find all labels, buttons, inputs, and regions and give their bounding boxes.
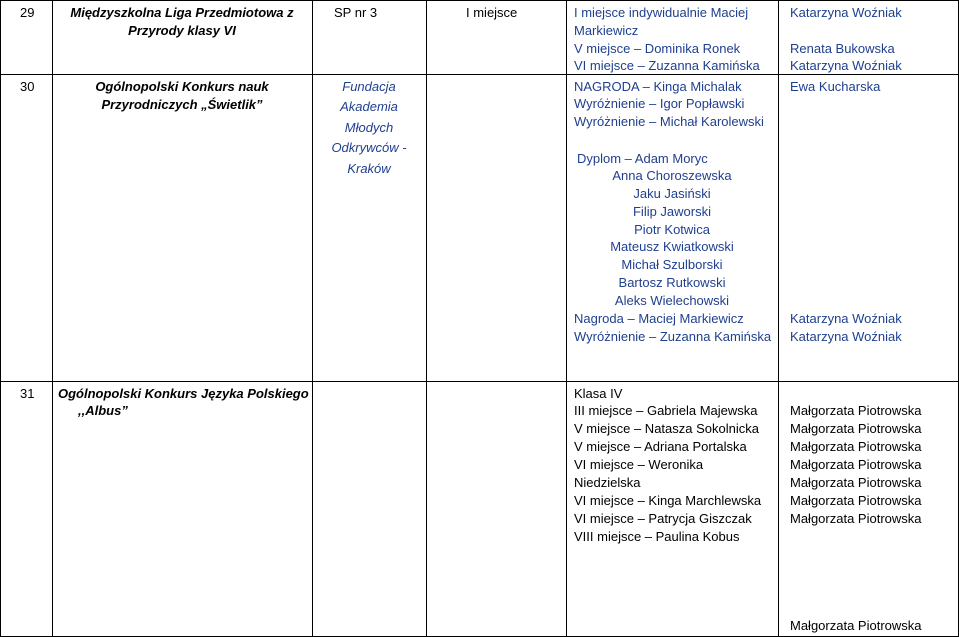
winner: Mateusz Kwiatkowski [610,239,734,254]
teacher: Małgorzata Piotrowska [790,493,922,508]
teacher: Katarzyna Woźniak [790,329,902,344]
competition-name: Ogólnopolski Konkurs nauk [95,79,269,94]
competition-name: Międzyszkolna Liga Przedmiotowa z [70,5,294,20]
competition-name: Ogólnopolski Konkurs Języka Polskiego [58,386,309,401]
grid-line [0,0,1,637]
winner: Klasa IV [574,386,623,401]
winner: Filip Jaworski [632,204,711,219]
grid-line [566,0,567,637]
grid-line [778,0,779,637]
winner: I miejsce indywidualnie Maciej [574,5,749,20]
winner: V miejsce – Adriana Portalska [574,439,747,454]
competition-name: ,,Albus” [78,403,128,418]
competition-name: Przyrodniczych „Świetlik” [101,97,263,112]
winner: Anna Choroszewska [612,168,732,183]
teacher: Małgorzata Piotrowska [790,511,922,526]
row-number: 30 [20,79,35,94]
teacher: Małgorzata Piotrowska [790,475,922,490]
winner: NAGRODA – Kinga Michalak [574,79,742,94]
teacher: Renata Bukowska [790,41,895,56]
grid-line [426,0,427,637]
winner: Jaku Jasiński [633,186,711,201]
teacher: Małgorzata Piotrowska [790,457,922,472]
teacher: Katarzyna Woźniak [790,58,902,73]
winner: Niedzielska [574,475,641,490]
winner: Markiewicz [574,23,639,38]
school-name: Fundacja [342,79,396,94]
winner: V miejsce – Dominika Ronek [574,41,741,56]
grid-line [0,0,959,1]
winner: Michał Szulborski [621,257,723,272]
school-name: Kraków [347,161,391,176]
winner: Wyróżnienie – Zuzanna Kamińska [574,329,772,344]
school-name: Akademia [340,99,398,114]
winner: III miejsce – Gabriela Majewska [574,403,758,418]
teacher: Małgorzata Piotrowska [790,421,922,436]
place: I miejsce [466,5,518,20]
winner: VIII miejsce – Paulina Kobus [574,529,740,544]
winner: Wyróżnienie – Michał Karolewski [574,114,764,129]
row-number: 31 [20,386,35,401]
teacher: Katarzyna Woźniak [790,311,902,326]
row-number: 29 [20,5,35,20]
teacher: Ewa Kucharska [790,79,881,94]
winner: VI miejsce – Zuzanna Kamińska [574,58,760,73]
winner: V miejsce – Natasza Sokolnicka [574,421,759,436]
teacher: Małgorzata Piotrowska [790,618,922,633]
teacher: Małgorzata Piotrowska [790,403,922,418]
winner: VI miejsce – Weronika [574,457,704,472]
winner: Aleks Wielechowski [614,293,730,308]
teacher: Małgorzata Piotrowska [790,439,922,454]
winner: Bartosz Rutkowski [618,275,726,290]
grid-line [0,381,959,382]
winner: VI miejsce – Patrycja Giszczak [574,511,752,526]
winner: Dyplom – Adam Moryc [577,151,708,166]
winner: Piotr Kotwica [634,222,710,237]
competition-name: Przyrody klasy VI [128,23,236,38]
school-name: SP nr 3 [334,5,378,20]
winner: VI miejsce – Kinga Marchlewska [574,493,762,508]
winner: Nagroda – Maciej Markiewicz [574,311,744,326]
school-name: Młodych [344,120,394,135]
school-name: Odkrywców - [331,140,407,155]
teacher: Katarzyna Woźniak [790,5,902,20]
winner: Wyróżnienie – Igor Popławski [574,96,745,111]
